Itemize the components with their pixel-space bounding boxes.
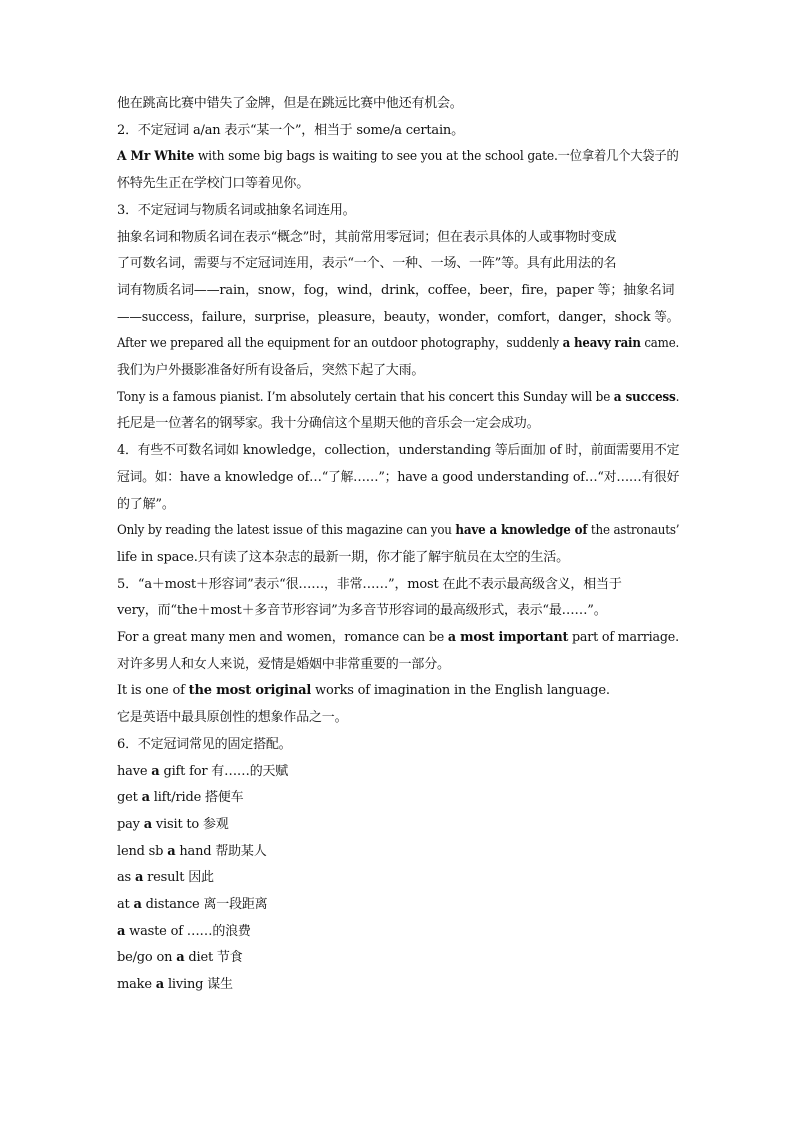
text-run: the astronauts’ <box>587 523 680 539</box>
bold-term: a <box>167 843 176 859</box>
bold-term: the most original <box>188 683 312 699</box>
bold-term: a <box>134 870 144 886</box>
text-run: pay <box>117 816 144 832</box>
text-line <box>117 576 679 594</box>
bold-term: a <box>143 816 152 832</box>
text-line <box>117 255 679 273</box>
text-line <box>117 175 679 193</box>
text-line <box>117 602 679 620</box>
bold-term: a <box>141 790 150 806</box>
bold-term: a heavy rain <box>562 336 641 352</box>
text-run: visit to 参观 <box>151 816 229 832</box>
text-line <box>117 736 679 754</box>
text-line <box>117 816 679 834</box>
text-run: 冠词。如：have a knowledge of…“了解……”；have a good understanding of…“对……有很好 <box>117 469 680 485</box>
text-run: 2．不定冠词 a/an 表示“某一个”，相当于 some/a certain。 <box>117 122 464 138</box>
text-run: distance 离一段距离 <box>141 897 268 912</box>
text-run: 怀特先生正在学校门口等着见你。 <box>117 176 310 192</box>
text-run: It is one of <box>117 683 189 699</box>
text-line <box>117 976 679 994</box>
text-line <box>117 843 679 861</box>
text-run: have <box>117 763 152 779</box>
text-run: After we prepared all the equipment for an outdoor photography，suddenly <box>117 336 563 352</box>
text-run: ——success，failure，surprise，pleasure，beauty，wonder，comfort，danger，shock 等。 <box>117 309 680 325</box>
text-run: 的了解”。 <box>117 496 175 512</box>
text-run: very，而“the＋most＋多音节形容词”为多音节形容词的最高级形式，表示“最……”。 <box>117 603 607 619</box>
text-run: as <box>117 870 135 886</box>
text-line <box>117 469 680 487</box>
text-run: works of imagination in the English language. <box>311 683 610 699</box>
text-line <box>117 229 679 247</box>
text-line <box>117 496 679 514</box>
text-line <box>117 869 679 887</box>
text-line <box>117 549 679 567</box>
bold-term: a <box>176 950 185 966</box>
text-line <box>117 522 680 540</box>
text-run: with some big bags is waiting to see you at the school gate.一位拿着几个大袋子的 <box>194 149 679 165</box>
text-line <box>117 335 680 353</box>
text-run: 它是英语中最具原创性的想象作品之一。 <box>117 710 348 726</box>
text-line <box>117 763 679 781</box>
text-line <box>117 362 679 380</box>
text-run: gift for 有……的天赋 <box>159 763 289 779</box>
text-line <box>117 282 679 300</box>
text-run: For a great many men and women，romance can be <box>117 630 448 645</box>
text-run: 对许多男人和女人来说，爱情是婚姻中非常重要的一部分。 <box>117 656 450 672</box>
bold-term: a <box>117 923 126 939</box>
text-line <box>117 709 679 727</box>
text-line <box>117 148 679 166</box>
text-run: diet 节食 <box>184 950 243 966</box>
text-line <box>117 949 679 967</box>
text-run: 6．不定冠词常见的固定搭配。 <box>117 736 292 752</box>
text-run: hand 帮助某人 <box>175 843 267 859</box>
text-run: life in space.只有读了这本杂志的最新一期，你才能了解宇航员在太空的生活。 <box>117 549 569 565</box>
text-run: lift/ride 搭便车 <box>149 790 244 806</box>
text-run: lend sb <box>117 843 168 859</box>
bold-term: a <box>155 977 165 993</box>
text-run: 他在跳高比赛中错失了金牌，但是在跳远比赛中他还有机会。 <box>117 96 463 111</box>
text-line <box>117 309 680 327</box>
text-run: 词有物质名词——rain，snow，fog，wind，drink，coffee，beer，fire，paper 等；抽象名词 <box>117 282 675 298</box>
text-run: 托尼是一位著名的钢琴家。我十分确信这个星期天他的音乐会一定会成功。 <box>117 416 540 432</box>
text-line <box>117 656 679 674</box>
text-line <box>117 789 679 807</box>
bold-term: a <box>151 763 160 779</box>
text-line <box>117 442 680 460</box>
text-run: 5．“a＋most＋形容词”表示“很……，非常……”，most 在此不表示最高级含义，相当于 <box>117 576 622 592</box>
text-run: part of marriage. <box>568 630 679 645</box>
text-run: 4．有些不可数名词如 knowledge，collection，understanding 等后面加 of 时，前面需要用不定 <box>117 443 680 459</box>
bold-term: a most important <box>447 630 569 645</box>
bold-term: a success <box>613 389 676 405</box>
text-run: came. <box>640 336 680 352</box>
text-line <box>117 629 679 647</box>
text-line <box>117 923 679 941</box>
text-line <box>117 682 679 700</box>
text-run: 3．不定冠词与物质名词或抽象名词连用。 <box>117 202 356 218</box>
text-run: 抽象名词和物质名词在表示“概念”时，其前常用零冠词；但在表示具体的人或事物时变成 <box>117 229 617 245</box>
bold-term: a <box>133 897 142 912</box>
text-run: 我们为户外摄影准备好所有设备后，突然下起了大雨。 <box>117 363 425 378</box>
text-run: Tony is a famous pianist. I’m absolutely certain that his concert this Sunday will be <box>117 389 614 405</box>
text-run: at <box>117 897 134 912</box>
text-line <box>117 202 679 220</box>
text-run: 了可数名词，需要与不定冠词连用，表示“一个、一种、一场、一阵”等。具有此用法的名 <box>117 256 617 272</box>
text-line <box>117 896 679 914</box>
text-run: make <box>117 977 156 993</box>
text-run: get <box>117 790 142 806</box>
text-line <box>117 95 679 113</box>
text-line <box>117 415 679 433</box>
text-run: waste of ……的浪费 <box>125 923 251 939</box>
text-run: result 因此 <box>143 870 214 886</box>
text-run: . <box>675 389 680 405</box>
text-run: be/go on <box>117 950 177 966</box>
text-line <box>117 122 679 140</box>
text-run: Only by reading the latest issue of this magazine can you <box>117 523 456 539</box>
bold-term: A Mr White <box>117 149 195 165</box>
text-run: living 谋生 <box>164 977 233 993</box>
text-line <box>117 389 680 407</box>
bold-term: have a knowledge of <box>455 523 588 539</box>
